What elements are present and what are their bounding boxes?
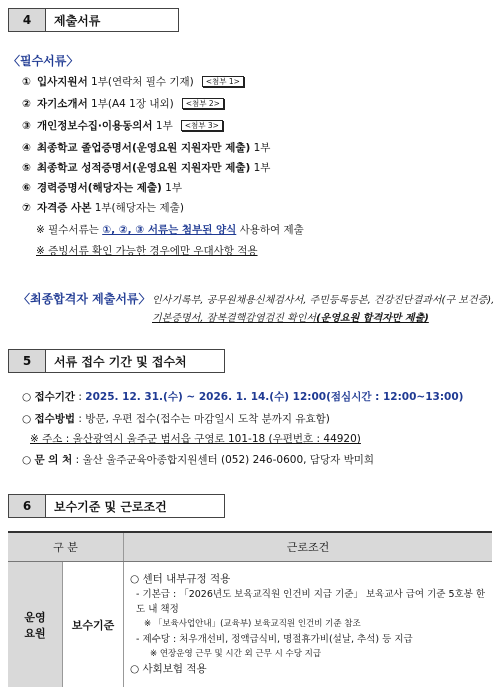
final-docs-line-1: 인사기록부, 공무원채용신체검사서, 주민등록등본, 건강진단결과서(구 보건증), bbox=[152, 295, 495, 306]
item-desc: 1부(A4 1장 내외) bbox=[87, 98, 174, 110]
required-note-1: ※ 필수서류는 ①, ②, ③ 서류는 첨부된 양식 사용하여 제출 bbox=[36, 224, 304, 236]
item-number: ③ bbox=[22, 120, 31, 132]
required-doc-item bbox=[22, 200, 184, 215]
section-title: 서류 접수 기간 및 접수처 bbox=[46, 349, 225, 373]
header-category: 구 분 bbox=[8, 532, 124, 562]
condition-line: ○ 사회보험 적용 bbox=[130, 663, 207, 675]
row-category: 운영 요원 bbox=[8, 562, 63, 688]
item-name: 자격증 사본 bbox=[37, 202, 92, 214]
section-number: 6 bbox=[8, 494, 46, 518]
item-number: ② bbox=[22, 98, 31, 110]
item-desc: 1부(해당자는 제출) bbox=[91, 202, 184, 214]
required-doc-item bbox=[22, 118, 223, 133]
receipt-contact: ○ 문 의 처 : 울산 울주군육아종합지원센터 (052) 246-0600, 담당자 박미희 bbox=[22, 454, 374, 466]
item-desc: 1부 bbox=[152, 120, 173, 132]
required-doc-item bbox=[22, 180, 182, 195]
item-name: 최종학교 성적증명서(운영요원 지원자만 제출) bbox=[37, 162, 251, 174]
item-desc: 1부(연락처 필수 기재) bbox=[87, 76, 194, 88]
condition-line: - 제수당 : 처우개선비, 정액급식비, 명절휴가비(설날, 추석) 등 지급 bbox=[136, 634, 413, 645]
final-docs-line-2: 기본증명서, 잠복결핵감염검진 확인서(운영요원 합격자만 제출) bbox=[152, 313, 429, 324]
required-doc-item bbox=[22, 74, 244, 89]
section-number: 5 bbox=[8, 349, 46, 373]
condition-line: ○ 센터 내부규정 적용 bbox=[130, 573, 231, 585]
section-title: 제출서류 bbox=[46, 8, 179, 32]
item-number: ⑤ bbox=[22, 162, 31, 174]
row-subcategory: 보수기준 bbox=[63, 562, 124, 688]
receipt-period: ○ 접수기간 : 2025. 12. 31.(수) ~ 2026. 1. 14.(수) 12:00(점심시간 : 12:00~13:00) bbox=[22, 391, 464, 403]
condition-line: ※ 연장운영 근무 및 시간 외 근무 시 수당 지급 bbox=[150, 649, 322, 659]
required-doc-item bbox=[22, 160, 270, 175]
table-header-row bbox=[8, 532, 492, 562]
item-number: ⑥ bbox=[22, 182, 31, 194]
working-conditions-table bbox=[8, 531, 492, 687]
item-desc: 1부 bbox=[161, 182, 182, 194]
required-docs-heading: 〈필수서류〉 bbox=[8, 54, 79, 68]
item-desc: 1부 bbox=[250, 142, 271, 154]
item-number: ④ bbox=[22, 142, 31, 154]
section-number: 4 bbox=[8, 8, 46, 32]
item-number: ⑦ bbox=[22, 202, 31, 214]
receipt-method: ○ 접수방법 : 방문, 우편 접수(접수는 마감일시 도착 분까지 유효함) bbox=[22, 413, 330, 425]
item-desc: 1부 bbox=[250, 162, 271, 174]
item-name: 최종학교 졸업증명서(운영요원 지원자만 제출) bbox=[37, 142, 251, 154]
attachment-tag: <첨부 1> bbox=[202, 76, 244, 87]
section-title: 보수기준 및 근로조건 bbox=[46, 494, 225, 518]
conditions-cell bbox=[124, 562, 493, 688]
item-number: ① bbox=[22, 76, 31, 88]
required-doc-item bbox=[22, 96, 224, 111]
section-4-header bbox=[8, 8, 179, 32]
section-5-header bbox=[8, 349, 225, 373]
required-doc-item bbox=[22, 140, 270, 155]
condition-line: ※ 「보육사업안내」(교육부) 보육교직원 인건비 기준 참조 bbox=[144, 619, 361, 629]
condition-line: - 기본급 : 「2026년도 보육교직원 인건비 지급 기준」 보육교사 급여 기준 5호봉 한도 내 책정 bbox=[136, 589, 486, 615]
attachment-tag: <첨부 2> bbox=[182, 98, 224, 109]
header-conditions: 근로조건 bbox=[124, 532, 493, 562]
final-docs-heading: 〈최종합격자 제출서류〉 bbox=[18, 292, 151, 306]
item-name: 자기소개서 bbox=[37, 98, 88, 110]
item-name: 경력증명서(해당자는 제출) bbox=[37, 182, 162, 194]
item-name: 개인정보수집·이용동의서 bbox=[37, 120, 153, 132]
section-6-header bbox=[8, 494, 225, 518]
required-note-2: ※ 증빙서류 확인 가능한 경우에만 우대사항 적용 bbox=[36, 245, 258, 257]
item-name: 입사지원서 bbox=[37, 76, 88, 88]
attachment-tag: <첨부 3> bbox=[181, 120, 223, 131]
table-row bbox=[8, 562, 492, 688]
receipt-address: ※ 주소 : 울산광역시 울주군 범서읍 구영로 101-18 (우편번호 : 44920) bbox=[30, 433, 361, 445]
